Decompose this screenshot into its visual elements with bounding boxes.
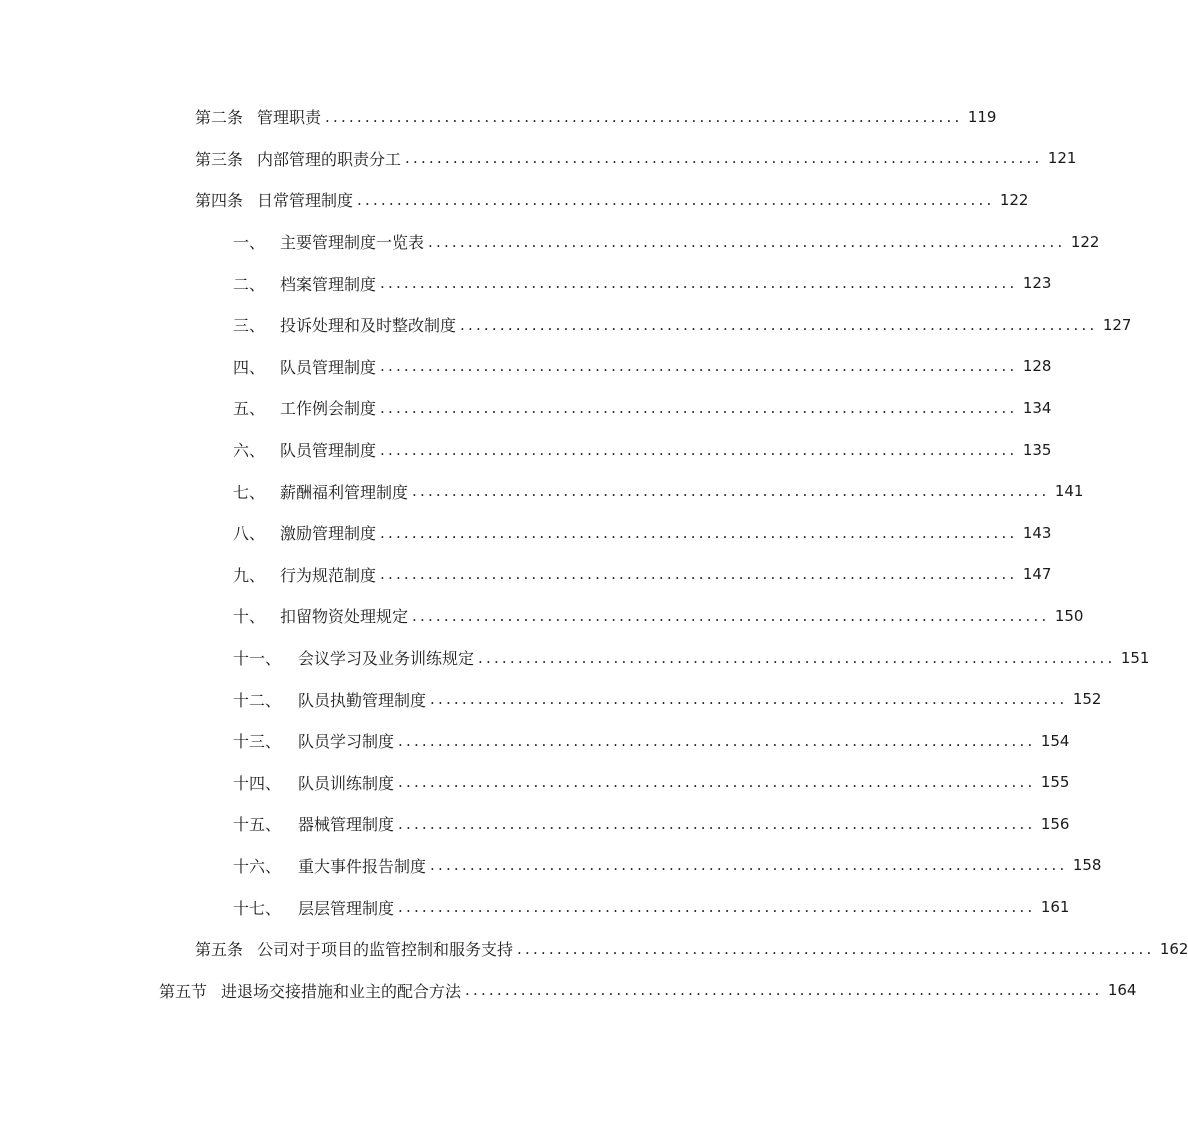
toc-entry-page-number: 158 bbox=[1072, 856, 1102, 875]
toc-entry[interactable] bbox=[0, 720, 1070, 762]
toc-entry[interactable] bbox=[0, 969, 1137, 1011]
toc-entry-page-number: 152 bbox=[1072, 690, 1102, 709]
toc-entry-number: 第五节 bbox=[159, 981, 208, 1001]
dot-leader: ................................................................................ bbox=[460, 315, 1098, 334]
toc-entry-number: 第五条 bbox=[195, 940, 244, 960]
dot-leader: ................................................................................ bbox=[380, 523, 1018, 542]
toc-entry-number: 十二、 bbox=[233, 690, 282, 710]
toc-entry[interactable] bbox=[0, 637, 1150, 679]
toc-entry-number: 一、 bbox=[233, 233, 266, 253]
toc-entry-title: 层层管理制度 bbox=[298, 898, 395, 918]
toc-entry-page-number: 123 bbox=[1022, 274, 1052, 293]
toc-entry[interactable] bbox=[0, 595, 1084, 637]
dot-leader: ................................................................................ bbox=[380, 440, 1018, 459]
toc-entry-title: 投诉处理和及时整改制度 bbox=[280, 316, 457, 336]
dot-leader: ................................................................................ bbox=[517, 939, 1155, 958]
toc-entry-title: 日常管理制度 bbox=[257, 191, 354, 211]
toc-entry-number: 四、 bbox=[233, 357, 266, 377]
toc-entry-number: 十六、 bbox=[233, 856, 282, 876]
toc-entry-page-number: 121 bbox=[1047, 149, 1077, 168]
dot-leader: ................................................................................ bbox=[380, 274, 1018, 293]
toc-entry-number: 七、 bbox=[233, 482, 266, 502]
toc-entry[interactable] bbox=[0, 845, 1102, 887]
dot-leader: ................................................................................ bbox=[430, 690, 1068, 709]
toc-entry-title: 队员执勤管理制度 bbox=[298, 690, 427, 710]
toc-entry-title: 队员管理制度 bbox=[280, 441, 377, 461]
toc-entry-number: 十一、 bbox=[233, 649, 282, 669]
dot-leader: ................................................................................ bbox=[405, 149, 1043, 168]
toc-entry-number: 三、 bbox=[233, 316, 266, 336]
toc-entry-page-number: 156 bbox=[1040, 814, 1070, 833]
toc-entry[interactable] bbox=[0, 554, 1052, 596]
dot-leader: ................................................................................ bbox=[380, 357, 1018, 376]
toc-entry-page-number: 122 bbox=[1070, 232, 1100, 251]
toc-entry[interactable] bbox=[0, 928, 1188, 970]
toc-entry-title: 薪酬福利管理制度 bbox=[280, 482, 409, 502]
toc-entry-page-number: 143 bbox=[1022, 523, 1052, 542]
toc-entry-page-number: 134 bbox=[1022, 398, 1052, 417]
toc-entry-page-number: 141 bbox=[1054, 482, 1084, 501]
toc-entry-page-number: 162 bbox=[1159, 939, 1188, 958]
toc-entry-number: 十五、 bbox=[233, 815, 282, 835]
toc-entry-page-number: 128 bbox=[1022, 357, 1052, 376]
toc-entry-title: 器械管理制度 bbox=[298, 815, 395, 835]
dot-leader: ................................................................................ bbox=[325, 107, 963, 126]
toc-entry-number: 第二条 bbox=[195, 108, 244, 128]
toc-entry-title: 队员训练制度 bbox=[298, 773, 395, 793]
toc-entry-title: 工作例会制度 bbox=[280, 399, 377, 419]
toc-entry-title: 公司对于项目的监管控制和服务支持 bbox=[257, 940, 514, 960]
toc-entry[interactable] bbox=[0, 429, 1052, 471]
toc-entry[interactable] bbox=[0, 762, 1070, 804]
toc-entry-title: 行为规范制度 bbox=[280, 565, 377, 585]
toc-entry-number: 十三、 bbox=[233, 732, 282, 752]
toc-entry-title: 队员管理制度 bbox=[280, 357, 377, 377]
toc-entry-page-number: 147 bbox=[1022, 565, 1052, 584]
toc-entry-number: 第三条 bbox=[195, 149, 244, 169]
toc-entry-number: 第四条 bbox=[195, 191, 244, 211]
toc-entry-page-number: 119 bbox=[967, 107, 997, 126]
dot-leader: ................................................................................ bbox=[380, 565, 1018, 584]
toc-entry-number: 十七、 bbox=[233, 898, 282, 918]
toc-entry[interactable] bbox=[0, 512, 1052, 554]
toc-entry[interactable] bbox=[0, 470, 1084, 512]
toc-entry[interactable] bbox=[0, 304, 1132, 346]
toc-entry-title: 队员学习制度 bbox=[298, 732, 395, 752]
toc-entry-number: 十四、 bbox=[233, 773, 282, 793]
toc-entry[interactable] bbox=[0, 803, 1070, 845]
toc-entry-number: 二、 bbox=[233, 274, 266, 294]
dot-leader: ................................................................................ bbox=[380, 398, 1018, 417]
toc-entry[interactable] bbox=[0, 221, 1100, 263]
toc-entry[interactable] bbox=[0, 179, 1029, 221]
dot-leader: ................................................................................ bbox=[398, 731, 1036, 750]
toc-entry-title: 内部管理的职责分工 bbox=[257, 149, 402, 169]
toc-entry-title: 扣留物资处理规定 bbox=[280, 607, 409, 627]
table-of-contents bbox=[0, 96, 1188, 1011]
dot-leader: ................................................................................ bbox=[398, 814, 1036, 833]
dot-leader: ................................................................................ bbox=[465, 981, 1103, 1000]
toc-entry-number: 六、 bbox=[233, 441, 266, 461]
toc-entry-title: 档案管理制度 bbox=[280, 274, 377, 294]
toc-entry[interactable] bbox=[0, 96, 997, 138]
dot-leader: ................................................................................ bbox=[428, 232, 1066, 251]
toc-entry-page-number: 155 bbox=[1040, 773, 1070, 792]
toc-entry-page-number: 150 bbox=[1054, 606, 1084, 625]
toc-entry-number: 十、 bbox=[233, 607, 266, 627]
toc-entry-page-number: 122 bbox=[999, 190, 1029, 209]
toc-entry[interactable] bbox=[0, 346, 1052, 388]
toc-entry-title: 会议学习及业务训练规定 bbox=[298, 649, 475, 669]
dot-leader: ................................................................................ bbox=[357, 190, 995, 209]
toc-entry-page-number: 135 bbox=[1022, 440, 1052, 459]
toc-entry-title: 主要管理制度一览表 bbox=[280, 233, 425, 253]
toc-entry-title: 激励管理制度 bbox=[280, 524, 377, 544]
toc-entry-number: 八、 bbox=[233, 524, 266, 544]
toc-entry-title: 管理职责 bbox=[257, 108, 322, 128]
toc-entry-number: 九、 bbox=[233, 565, 266, 585]
toc-entry-number: 五、 bbox=[233, 399, 266, 419]
dot-leader: ................................................................................ bbox=[412, 482, 1050, 501]
dot-leader: ................................................................................ bbox=[398, 898, 1036, 917]
dot-leader: ................................................................................ bbox=[412, 606, 1050, 625]
toc-entry-page-number: 154 bbox=[1040, 731, 1070, 750]
toc-entry[interactable] bbox=[0, 886, 1070, 928]
dot-leader: ................................................................................ bbox=[398, 773, 1036, 792]
toc-entry-page-number: 127 bbox=[1102, 315, 1132, 334]
dot-leader: ................................................................................ bbox=[430, 856, 1068, 875]
toc-entry[interactable] bbox=[0, 262, 1052, 304]
toc-entry[interactable] bbox=[0, 678, 1102, 720]
dot-leader: ................................................................................ bbox=[478, 648, 1116, 667]
toc-entry-title: 进退场交接措施和业主的配合方法 bbox=[221, 981, 462, 1001]
toc-entry[interactable] bbox=[0, 138, 1077, 180]
toc-entry-page-number: 164 bbox=[1107, 981, 1137, 1000]
toc-entry-page-number: 161 bbox=[1040, 898, 1070, 917]
toc-entry-title: 重大事件报告制度 bbox=[298, 856, 427, 876]
toc-entry[interactable] bbox=[0, 387, 1052, 429]
toc-entry-page-number: 151 bbox=[1120, 648, 1150, 667]
